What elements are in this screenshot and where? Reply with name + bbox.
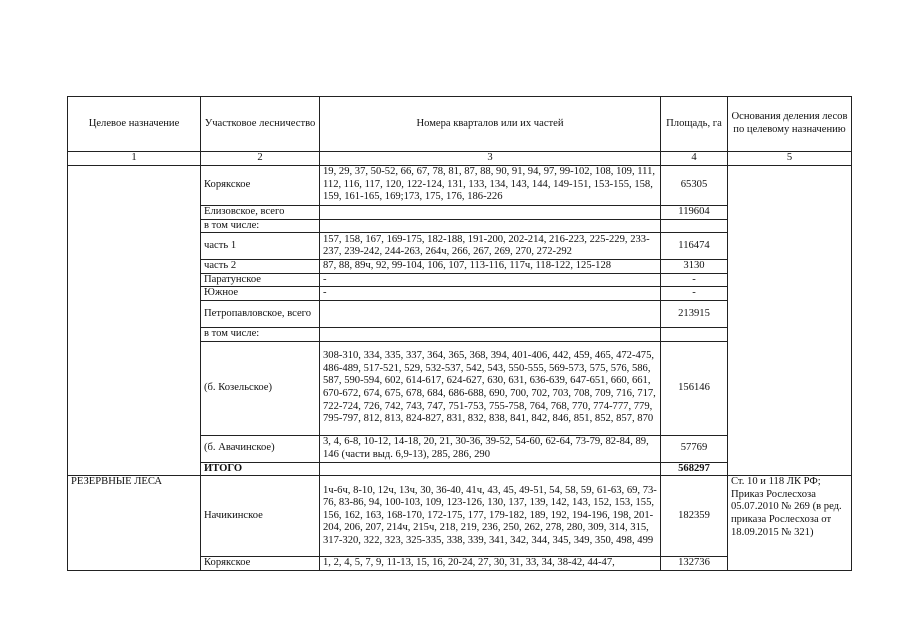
area-value: 213915 <box>661 300 728 327</box>
column-number: 1 <box>68 152 201 166</box>
header-area: Площадь, га <box>661 97 728 152</box>
area-value: 57769 <box>661 435 728 462</box>
area-value: 116474 <box>661 233 728 260</box>
area-value: - <box>661 287 728 301</box>
district-name: в том числе: <box>201 327 320 341</box>
area-value: 156146 <box>661 341 728 435</box>
quarters-list: - <box>320 273 661 287</box>
quarters-list <box>320 327 661 341</box>
district-name: (б. Авачинское) <box>201 435 320 462</box>
quarters-list <box>320 219 661 233</box>
purpose-reserve-forests: РЕЗЕРВНЫЕ ЛЕСА <box>68 476 201 571</box>
district-name: Начикинское <box>201 476 320 557</box>
quarters-list <box>320 300 661 327</box>
column-number: 4 <box>661 152 728 166</box>
column-number: 2 <box>201 152 320 166</box>
table-row <box>68 476 852 557</box>
quarters-list: 308-310, 334, 335, 337, 364, 365, 368, 394, 401-406, 442, 459, 465, 472-475, 486-489, 517-521, 529, 532-537, 542, 543, 550-555, 569-573, 575, 576, 586, 587, 590-594, 602, 614-617, 624-627, 630, 631, 636-639, 647-651, 660, 661, 670-672, 674, 675, 678, 684, 686-688, 690, 700, 702, 703, 708, 709, 716, 717, 722-724, 726, 742, 743, 747, 751-753, 755-758, 764, 768, 770, 774-777, 779, 795-797, 812, 813, 824-827, 831, 832, 838, 841, 842, 846, 851, 852, 857, 870 <box>320 341 661 435</box>
quarters-list <box>320 462 661 476</box>
area-value: 119604 <box>661 205 728 219</box>
legal-basis: Ст. 10 и 118 ЛК РФ; Приказ Рослесхоза 05.07.2010 № 269 (в ред. приказа Рослесхоза от 18.09.2015 № 321) <box>728 476 852 571</box>
purpose-cell-empty <box>68 165 201 476</box>
district-name: (б. Козельское) <box>201 341 320 435</box>
header-basis: Основания деления лесов по целевому назначению <box>728 97 852 152</box>
area-value <box>661 327 728 341</box>
quarters-list: 3, 4, 6-8, 10-12, 14-18, 20, 21, 30-36, 39-52, 54-60, 62-64, 73-79, 82-84, 89, 146 (части выд. 6,9-13), 285, 286, 290 <box>320 435 661 462</box>
district-name: Паратунское <box>201 273 320 287</box>
quarters-list: 87, 88, 89ч, 92, 99-104, 106, 107, 113-116, 117ч, 118-122, 125-128 <box>320 260 661 274</box>
district-name: Корякское <box>201 165 320 205</box>
district-name: Корякское <box>201 557 320 571</box>
district-name: Елизовское, всего <box>201 205 320 219</box>
quarters-list: 157, 158, 167, 169-175, 182-188, 191-200, 202-214, 216-223, 225-229, 233-237, 239-242, 244-263, 264ч, 266, 267, 269, 270, 272-292 <box>320 233 661 260</box>
district-name: Петропавловское, всего <box>201 300 320 327</box>
quarters-list: 1ч-6ч, 8-10, 12ч, 13ч, 30, 36-40, 41ч, 43, 45, 49-51, 54, 58, 59, 61-63, 69, 73-76, 83-86, 94, 100-103, 109, 123-126, 130, 137, 139, 142, 143, 152, 153, 155, 156, 162, 163, 168-170, 172-175, 177, 179-182, 189, 192, 194-196, 198, 201-204, 206, 207, 214ч, 215ч, 218, 219, 236, 250, 262, 278, 280, 309, 314, 315, 317-320, 322, 323, 325-335, 338, 339, 341, 342, 344, 345, 349, 350, 498, 499 <box>320 476 661 557</box>
header-quarters: Номера кварталов или их частей <box>320 97 661 152</box>
area-value: 3130 <box>661 260 728 274</box>
total-area-value: 568297 <box>661 462 728 476</box>
quarters-list: 1, 2, 4, 5, 7, 9, 11-13, 15, 16, 20-24, 27, 30, 31, 33, 34, 38-42, 44-47, <box>320 557 661 571</box>
district-name: часть 1 <box>201 233 320 260</box>
area-value: 65305 <box>661 165 728 205</box>
district-name: в том числе: <box>201 219 320 233</box>
column-number: 3 <box>320 152 661 166</box>
quarters-list: 19, 29, 37, 50-52, 66, 67, 78, 81, 87, 88, 90, 91, 94, 97, 99-102, 108, 109, 111, 112, 116, 117, 120, 122-124, 131, 133, 134, 143, 144, 149-151, 153-155, 158, 159, 161-165, 169;173, 175, 176, 186-226 <box>320 165 661 205</box>
district-name: Южное <box>201 287 320 301</box>
column-number: 5 <box>728 152 852 166</box>
district-name: часть 2 <box>201 260 320 274</box>
area-value <box>661 219 728 233</box>
basis-cell-empty <box>728 165 852 476</box>
total-label: ИТОГО <box>201 462 320 476</box>
area-value: - <box>661 273 728 287</box>
quarters-list: - <box>320 287 661 301</box>
header-district: Участковое лесничество <box>201 97 320 152</box>
header-purpose: Целевое назначение <box>68 97 201 152</box>
area-value: 132736 <box>661 557 728 571</box>
forest-division-table <box>67 96 852 571</box>
table-row <box>68 165 852 205</box>
quarters-list <box>320 205 661 219</box>
area-value: 182359 <box>661 476 728 557</box>
